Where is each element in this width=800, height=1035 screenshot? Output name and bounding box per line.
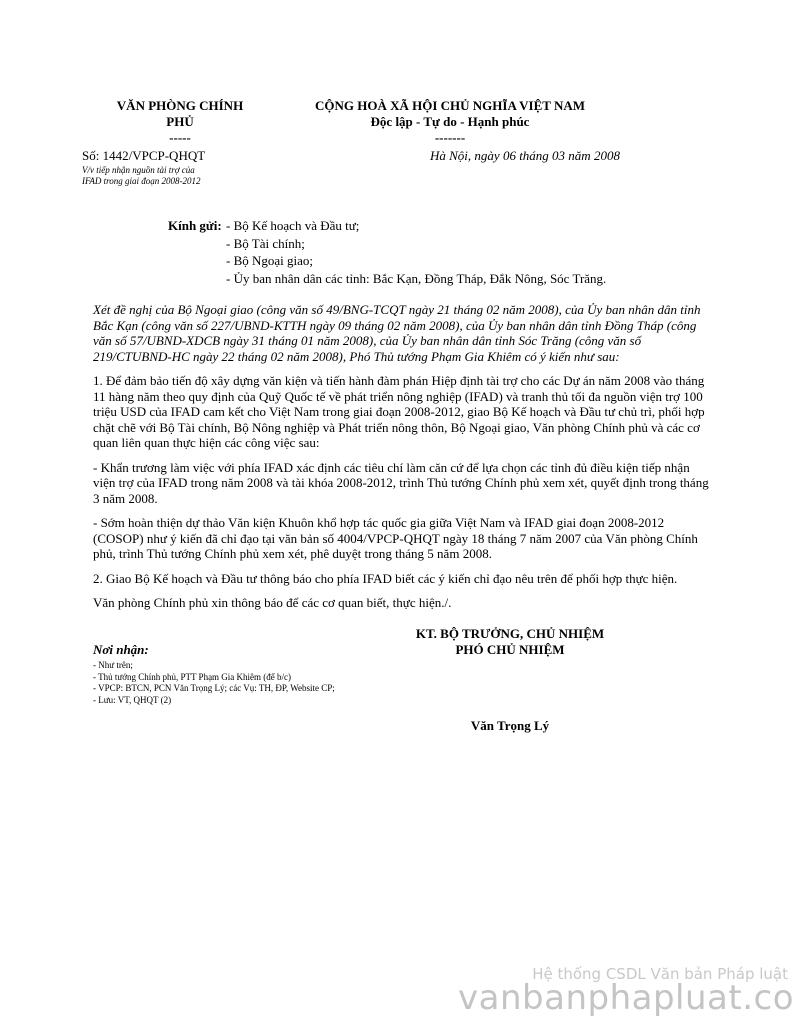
signer-name: Văn Trọng Lý [470,718,550,733]
body-paragraph-5: Văn phòng Chính phủ xin thông báo để các cơ quan biết, thực hiện./. [93,595,452,610]
signature-block [400,626,620,658]
body-paragraph-2: - Khẩn trương làm việc với phía IFAD xác định các tiêu chí làm căn cứ để lựa chọn các tỉnh đủ điều kiện tiếp nhận viện trợ của IFAD trong năm 2008 và tài khóa 2008-2012, trình Thủ tướng Chính phủ xem xét, quyết định trong tháng 3 năm 2008. [93,459,709,506]
recipient-item: - VPCP: BTCN, PCN Văn Trọng Lý; các Vụ: TH, ĐP, Website CP; [93,683,335,693]
document-body [93,302,713,620]
recipients-block [93,642,343,706]
addressee-item: - Ủy ban nhân dân các tỉnh: Bắc Kạn, Đồng Tháp, Đắk Nông, Sóc Trăng. [226,270,607,286]
nation-name: CỘNG HOÀ XÃ HỘI CHỦ NGHĨA VIỆT NAM [314,98,586,113]
watermark-line1: Hệ thống CSDL Văn bản Pháp luật [532,965,788,983]
addressee-item: - Bộ Ngoại giao; [226,253,314,268]
addressees-block [168,217,606,287]
body-paragraph-4: 2. Giao Bộ Kế hoạch và Đầu tư thông báo cho phía IFAD biết các ý kiến chỉ đạo nêu trên để phối hợp thực hiện. [93,570,678,586]
addressees-label: Kính gửi: [168,218,222,233]
agency-name-line1: VĂN PHÒNG CHÍNH [116,98,244,113]
agency-name-line2: PHỦ [166,114,194,129]
addressee-item: - Bộ Tài chính; [226,235,305,251]
recipient-item: - Thủ tướng Chính phủ, PTT Phạm Gia Khiêm (để b/c) [93,671,292,682]
agency-rule: ----- [169,130,191,145]
recipients-title: Nơi nhận: [93,642,149,657]
signer-title-line1: KT. BỘ TRƯỞNG, CHỦ NHIỆM [415,626,605,641]
national-header [300,98,600,146]
subject-line2: IFAD trong giai đoạn 2008-2012 [82,176,201,186]
signer-title-line2: PHÓ CHỦ NHIỆM [455,642,565,657]
nation-motto: Độc lập - Tự do - Hạnh phúc [370,114,530,129]
nation-rule: ------- [434,130,466,145]
recipient-item: - Lưu: VT, QHQT (2) [93,694,172,705]
watermark-site: vanbanphapluat.co [458,978,794,1018]
document-subject [82,165,262,187]
document-number: Số: 1442/VPCP-QHQT [82,148,206,163]
recipient-item: - Như trên; [93,660,133,670]
issuing-agency [90,98,270,146]
body-paragraph-3: - Sớm hoàn thiện dự thảo Văn kiện Khuôn khổ hợp tác quốc gia giữa Việt Nam và IFAD giai đoạn 2008-2012 (COSOP) như ý kiến đã chỉ đạo tại văn bản số 4004/VPCP-QHQT ngày 18 tháng 7 năm 2007 của Văn phòng Chính phủ, trình Thủ tướng Chính phủ xem xét, phê duyệt trong tháng 5 năm 2008. [93,515,698,561]
addressee-item: - Bộ Kế hoạch và Đầu tư; [226,218,360,233]
intro-paragraph: Xét đề nghị của Bộ Ngoại giao (công văn số 49/BNG-TCQT ngày 21 tháng 02 năm 2008), của Ủy ban nhân dân tỉnh Bắc Kạn (công văn số 227/UBND-KTTH ngày 09 tháng 02 năm 2008), của Ủy ban nhân dân tỉnh Đồng Tháp (công văn số 57/UBND-XDCB ngày 31 tháng 01 năm 2008), của Ủy ban nhân dân tỉnh Sóc Trăng (công văn số 219/CTUBND-HC ngày 22 tháng 02 năm 2008), Phó Thủ tướng Phạm Gia Khiêm có ý kiến như sau: [93,302,701,364]
subject-line1: V/v tiếp nhận nguồn tài trợ của [82,165,195,175]
body-paragraph-1: 1. Để đảm bảo tiến độ xây dựng văn kiện và tiến hành đàm phán Hiệp định tài trợ cho các Dự án năm 2008 vào tháng 11 hàng năm theo quy định của Quỹ Quốc tế về phát triển nông nghiệp (IFAD) và tranh thủ tối đa nguồn viện trợ 100 triệu USD của IFAD cam kết cho Việt Nam trong giai đoạn 2008-2012, giao Bộ Kế hoạch và Đầu tư chủ trì, phối hợp chặt chẽ với Bộ Tài chính, Bộ Nông nghiệp và Phát triển nông thôn, Bộ Ngoại giao, Văn phòng Chính phủ và các cơ quan liên quan thực hiện các công việc sau: [93,373,705,450]
date-line: Hà Nội, ngày 06 tháng 03 năm 2008 [430,148,620,163]
